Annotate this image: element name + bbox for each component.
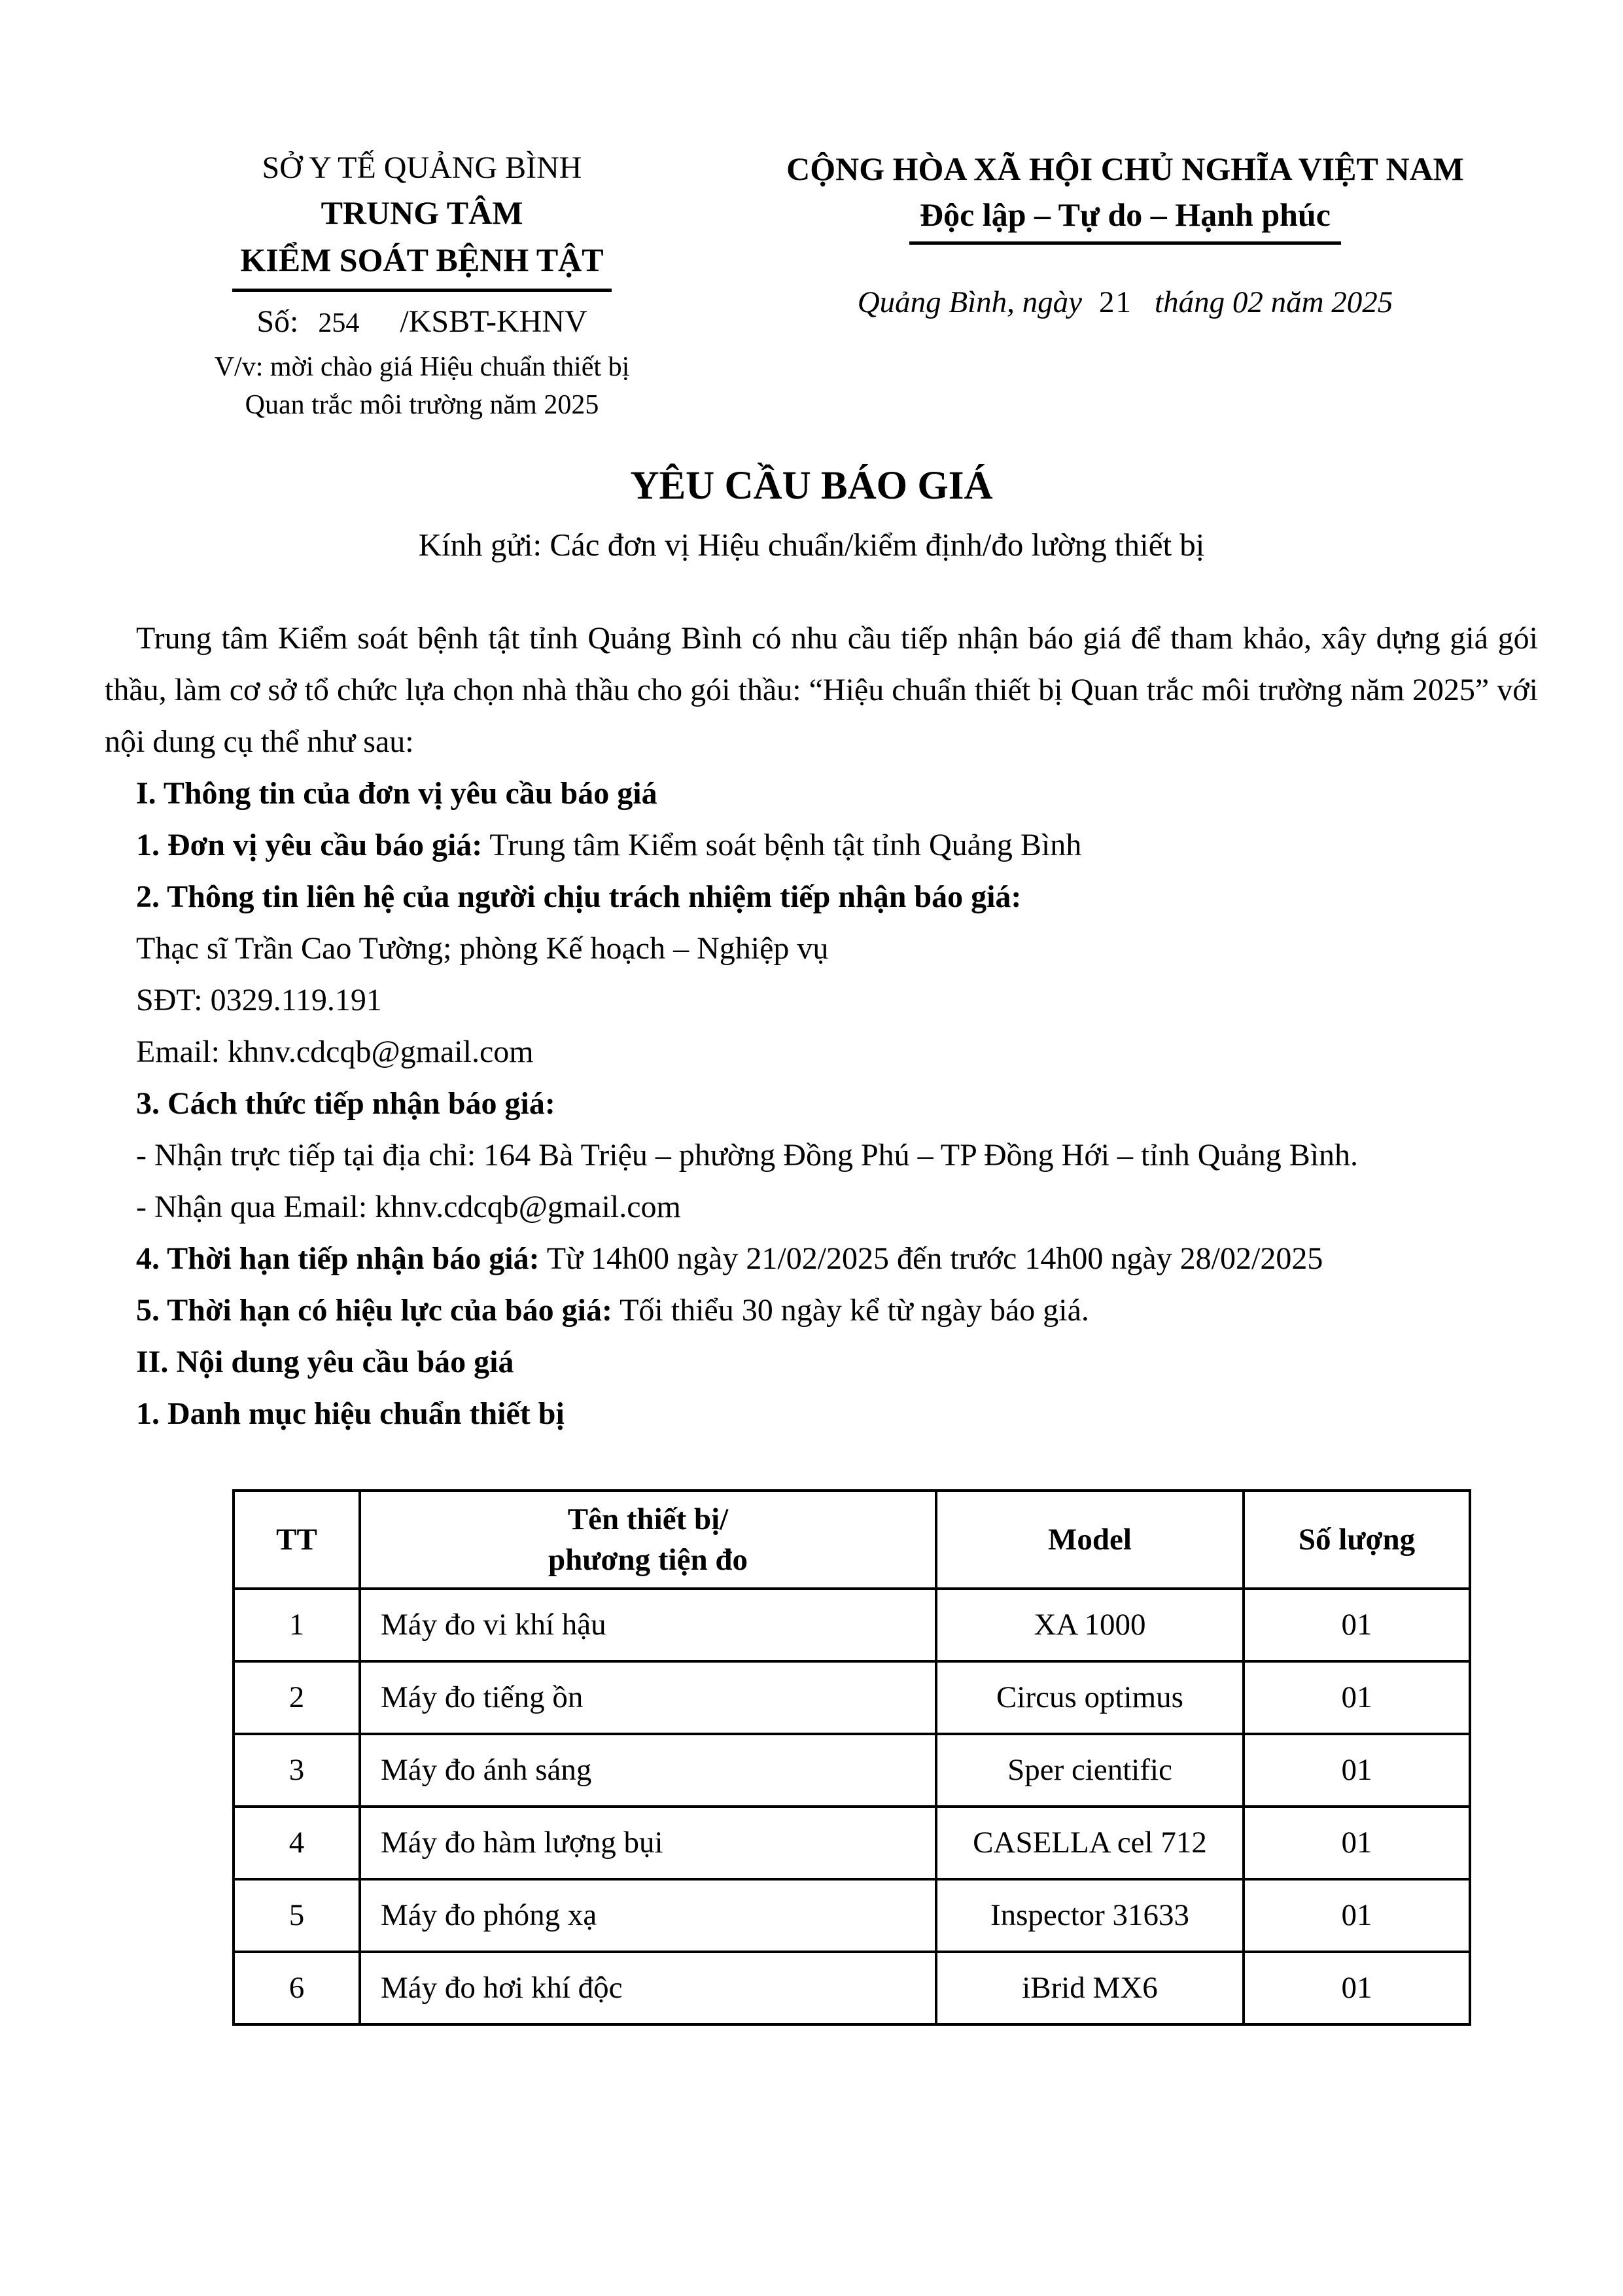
date-suffix: tháng 02 năm 2025 <box>1155 285 1393 319</box>
column-header-tt: TT <box>234 1491 360 1589</box>
cell-device-name: Máy đo tiếng ồn <box>360 1661 936 1734</box>
national-motto: Độc lập – Tự do – Hạnh phúc <box>920 196 1331 233</box>
cell-device-name: Máy đo hàm lượng bụi <box>360 1807 936 1879</box>
parent-organization: SỞ Y TẾ QUẢNG BÌNH <box>262 150 582 185</box>
table-row <box>234 1589 1470 1661</box>
cell-quantity: 01 <box>1244 1589 1470 1661</box>
item2-label: 2. Thông tin liên hệ của người chịu trách nhiệm tiếp nhận báo giá: <box>136 879 1022 914</box>
column-header-device <box>360 1491 936 1589</box>
item4-text: Từ 14h00 ngày 21/02/2025 đến trước 14h00 ngày 28/02/2025 <box>539 1241 1323 1276</box>
contact-email-line: Email: khnv.cdcqb@gmail.com <box>136 1034 534 1069</box>
item3-option1-line: - Nhận trực tiếp tại địa chỉ: 164 Bà Triệu – phường Đồng Phú – TP Đồng Hới – tỉnh Quảng Bình. <box>136 1138 1359 1173</box>
cell-device-name: Máy đo hơi khí độc <box>360 1952 936 2024</box>
cell-model: XA 1000 <box>936 1589 1244 1661</box>
column-header-device-line1: Tên thiết bị/ <box>567 1502 729 1536</box>
cell-tt: 5 <box>234 1879 360 1952</box>
section2-heading: II. Nội dung yêu cầu báo giá <box>136 1345 514 1379</box>
cell-model: Sper cientific <box>936 1734 1244 1807</box>
table-row <box>234 1879 1470 1952</box>
document-number-value: 254 <box>318 308 360 338</box>
cell-model: Inspector 31633 <box>936 1879 1244 1952</box>
cell-device-name: Máy đo vi khí hậu <box>360 1589 936 1661</box>
table-row <box>234 1807 1470 1879</box>
cell-quantity: 01 <box>1244 1807 1470 1879</box>
item5-text: Tối thiểu 30 ngày kể từ ngày báo giá. <box>612 1293 1089 1328</box>
cell-quantity: 01 <box>1244 1879 1470 1952</box>
cell-tt: 4 <box>234 1807 360 1879</box>
cell-model: Circus optimus <box>936 1661 1244 1734</box>
document-number-symbol: /KSBT-KHNV <box>400 304 587 339</box>
cell-tt: 6 <box>234 1952 360 2024</box>
column-header-device-line2: phương tiện đo <box>548 1543 748 1577</box>
cell-quantity: 01 <box>1244 1661 1470 1734</box>
document-subject-line1: V/v: mời chào giá Hiệu chuẩn thiết bị <box>214 352 630 382</box>
contact-phone-line: SĐT: 0329.119.191 <box>136 983 382 1017</box>
item4-label: 4. Thời hạn tiếp nhận báo giá: <box>136 1241 540 1276</box>
organization-name-line1: TRUNG TÂM <box>321 194 523 231</box>
table-row <box>234 1952 1470 2024</box>
equipment-table <box>232 1489 1471 2026</box>
date-prefix: Quảng Bình, ngày <box>857 285 1083 319</box>
contact-person-line: Thạc sĩ Trần Cao Tường; phòng Kế hoạch – Nghiệp vụ <box>136 931 829 966</box>
column-header-model: Model <box>936 1491 1244 1589</box>
item1-line <box>105 819 1538 871</box>
body-text-block <box>105 612 1538 2026</box>
document-subject-line2: Quan trắc môi trường năm 2025 <box>245 390 599 420</box>
salutation-line: Kính gửi: Các đơn vị Hiệu chuẩn/kiểm định/đo lường thiết bị <box>418 527 1205 563</box>
table-row <box>234 1661 1470 1734</box>
cell-quantity: 01 <box>1244 1734 1470 1807</box>
document-number-label: Số: <box>256 304 299 339</box>
item4-line <box>105 1233 1538 1284</box>
cell-tt: 3 <box>234 1734 360 1807</box>
item3-label: 3. Cách thức tiếp nhận báo giá: <box>136 1086 555 1121</box>
item1-label: 1. Đơn vị yêu cầu báo giá: <box>136 828 483 862</box>
document-title: YÊU CẦU BÁO GIÁ <box>630 464 993 508</box>
column-header-quantity: Số lượng <box>1244 1491 1470 1589</box>
cell-tt: 2 <box>234 1661 360 1734</box>
cell-model: CASELLA cel 712 <box>936 1807 1244 1879</box>
cell-device-name: Máy đo ánh sáng <box>360 1734 936 1807</box>
item3-option2-line: - Nhận qua Email: khnv.cdcqb@gmail.com <box>136 1190 681 1224</box>
item5-line <box>105 1284 1538 1336</box>
table-header-row <box>234 1491 1470 1589</box>
section2-subheading: 1. Danh mục hiệu chuẩn thiết bị <box>136 1396 565 1431</box>
national-title: CỘNG HÒA XÃ HỘI CHỦ NGHĨA VIỆT NAM <box>786 150 1464 187</box>
cell-quantity: 01 <box>1244 1952 1470 2024</box>
cell-tt: 1 <box>234 1589 360 1661</box>
intro-paragraph: Trung tâm Kiểm soát bệnh tật tỉnh Quảng Bình có nhu cầu tiếp nhận báo giá để tham khảo, xây dựng giá gói thầu, làm cơ sở tổ chức lựa chọn nhà thầu cho gói thầu: “Hiệu chuẩn thiết bị Quan trắc môi trường năm 2025” với nội dung cụ thể như sau: <box>105 621 1538 759</box>
section1-heading: I. Thông tin của đơn vị yêu cầu báo giá <box>136 776 657 811</box>
cell-model: iBrid MX6 <box>936 1952 1244 2024</box>
date-day: 21 <box>1099 285 1133 319</box>
item1-text: Trung tâm Kiểm soát bệnh tật tỉnh Quảng Bình <box>482 828 1082 862</box>
item5-label: 5. Thời hạn có hiệu lực của báo giá: <box>136 1293 612 1328</box>
organization-name-line2: KIỂM SOÁT BỆNH TẬT <box>240 241 604 278</box>
table-row <box>234 1734 1470 1807</box>
cell-device-name: Máy đo phóng xạ <box>360 1879 936 1952</box>
